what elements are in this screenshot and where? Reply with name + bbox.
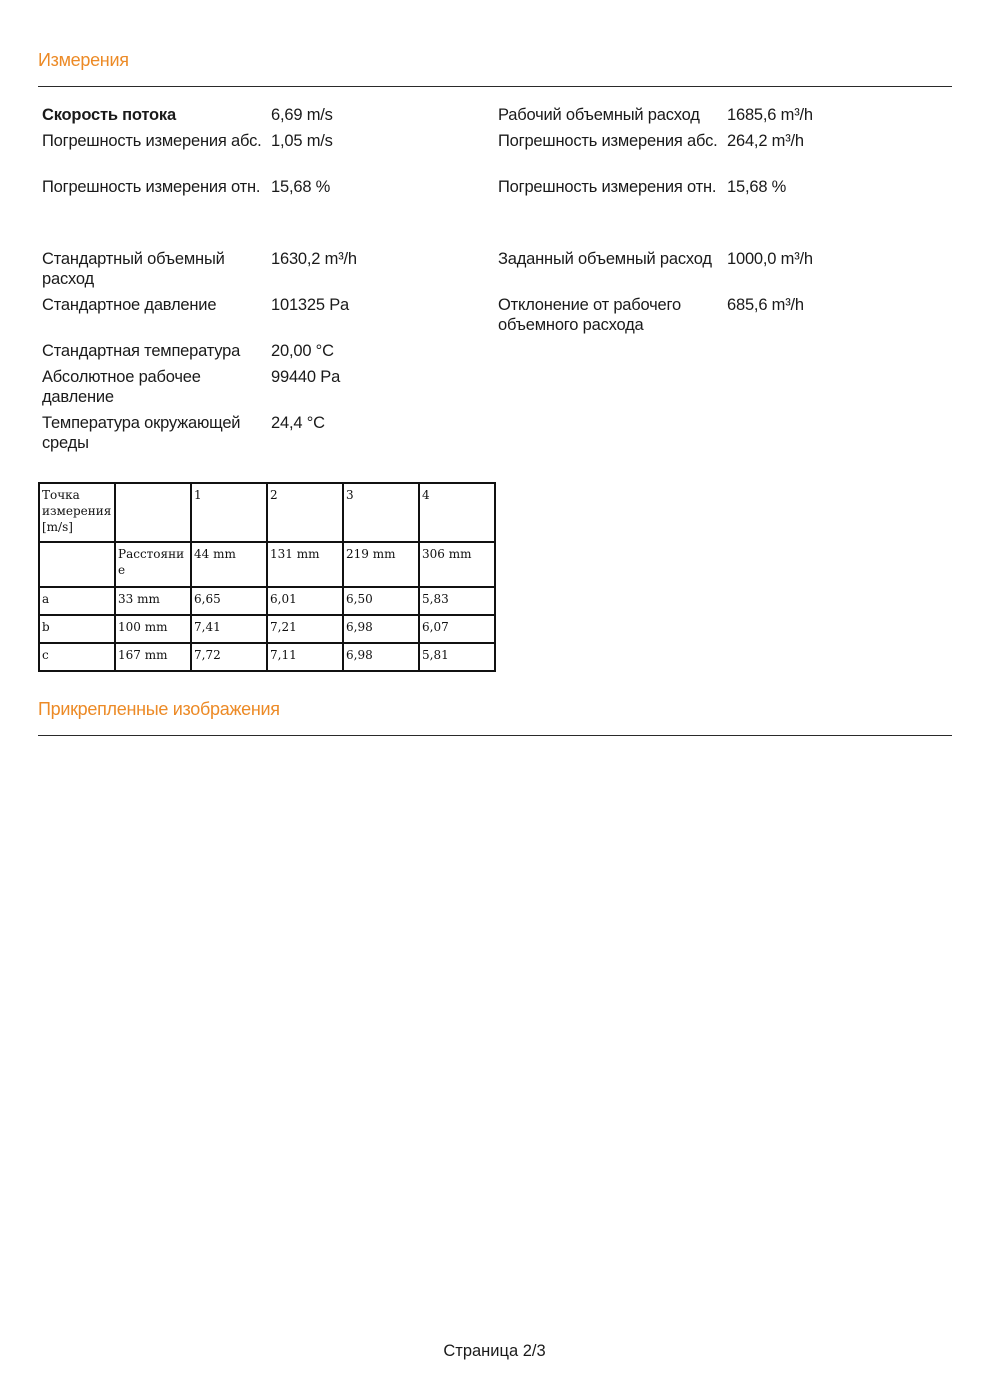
section-divider <box>38 735 952 736</box>
table-cell: 6,07 <box>419 615 495 643</box>
param-label: Отклонение от рабочего объемного расхода <box>498 296 681 334</box>
measurement-grid-table <box>38 482 496 672</box>
table-cell: 7,21 <box>267 615 343 643</box>
table-cell: 7,41 <box>191 615 267 643</box>
table-cell: 5,81 <box>419 643 495 671</box>
table-cell: 6,65 <box>191 587 267 615</box>
table-row <box>39 587 495 615</box>
param-value: 15,68 % <box>727 178 787 196</box>
table-distance-row <box>39 542 495 587</box>
attached-images-section-title: Прикрепленные изображения <box>38 699 280 719</box>
param-value: 1685,6 m³/h <box>727 106 813 124</box>
table-cell: 5,83 <box>419 587 495 615</box>
table-row-distance: 33 mm <box>115 587 191 615</box>
param-label: Температура окружающей среды <box>42 414 241 452</box>
table-row-name: a <box>39 587 115 615</box>
param-value: 101325 Pa <box>271 296 350 314</box>
param-value: 264,2 m³/h <box>727 132 804 150</box>
table-column-distance: 131 mm <box>267 542 343 587</box>
param-label: Погрешность измерения абс. <box>42 132 262 150</box>
param-label: Стандартный объемный расход <box>42 250 225 288</box>
param-value: 1000,0 m³/h <box>727 250 813 268</box>
page-number: Страница 2/3 <box>443 1342 546 1360</box>
param-label: Погрешность измерения отн. <box>42 178 261 196</box>
table-column-distance: 44 mm <box>191 542 267 587</box>
param-value: 99440 Pa <box>271 368 341 386</box>
param-value: 685,6 m³/h <box>727 296 804 314</box>
param-label: Абсолютное рабочее давление <box>42 368 201 406</box>
param-value: 1630,2 m³/h <box>271 250 357 268</box>
table-header-row <box>39 483 495 542</box>
table-cell: 6,98 <box>343 615 419 643</box>
table-row-distance: 100 mm <box>115 615 191 643</box>
param-label: Заданный объемный расход <box>498 250 712 268</box>
table-column-header: 4 <box>419 483 495 542</box>
param-value: 24,4 °C <box>271 414 325 432</box>
table-cell: 6,01 <box>267 587 343 615</box>
table-cell: 7,72 <box>191 643 267 671</box>
table-distance-label: Расстояни е <box>115 542 191 587</box>
table-row-name: c <box>39 643 115 671</box>
param-label: Погрешность измерения отн. <box>498 178 717 196</box>
param-value: 1,05 m/s <box>271 132 333 150</box>
param-value: 6,69 m/s <box>271 106 333 124</box>
table-corner-cell: Точка измерения [m/s] <box>39 483 115 542</box>
table-column-header: 2 <box>267 483 343 542</box>
table-row <box>39 615 495 643</box>
table-column-header: 1 <box>191 483 267 542</box>
measurements-section-title: Измерения <box>38 50 129 70</box>
param-value: 15,68 % <box>271 178 331 196</box>
section-divider <box>38 86 952 87</box>
param-label: Погрешность измерения абс. <box>498 132 718 150</box>
table-empty-cell <box>39 542 115 587</box>
param-label: Скорость потока <box>42 106 176 124</box>
table-column-distance: 306 mm <box>419 542 495 587</box>
table-cell: 6,50 <box>343 587 419 615</box>
param-label: Стандартное давление <box>42 296 217 314</box>
param-label: Стандартная температура <box>42 342 241 360</box>
table-cell: 7,11 <box>267 643 343 671</box>
param-value: 20,00 °C <box>271 342 334 360</box>
table-row-distance: 167 mm <box>115 643 191 671</box>
table-empty-cell <box>115 483 191 542</box>
param-label: Рабочий объемный расход <box>498 106 700 124</box>
table-cell: 6,98 <box>343 643 419 671</box>
table-column-distance: 219 mm <box>343 542 419 587</box>
table-column-header: 3 <box>343 483 419 542</box>
table-row <box>39 643 495 671</box>
table-row-name: b <box>39 615 115 643</box>
